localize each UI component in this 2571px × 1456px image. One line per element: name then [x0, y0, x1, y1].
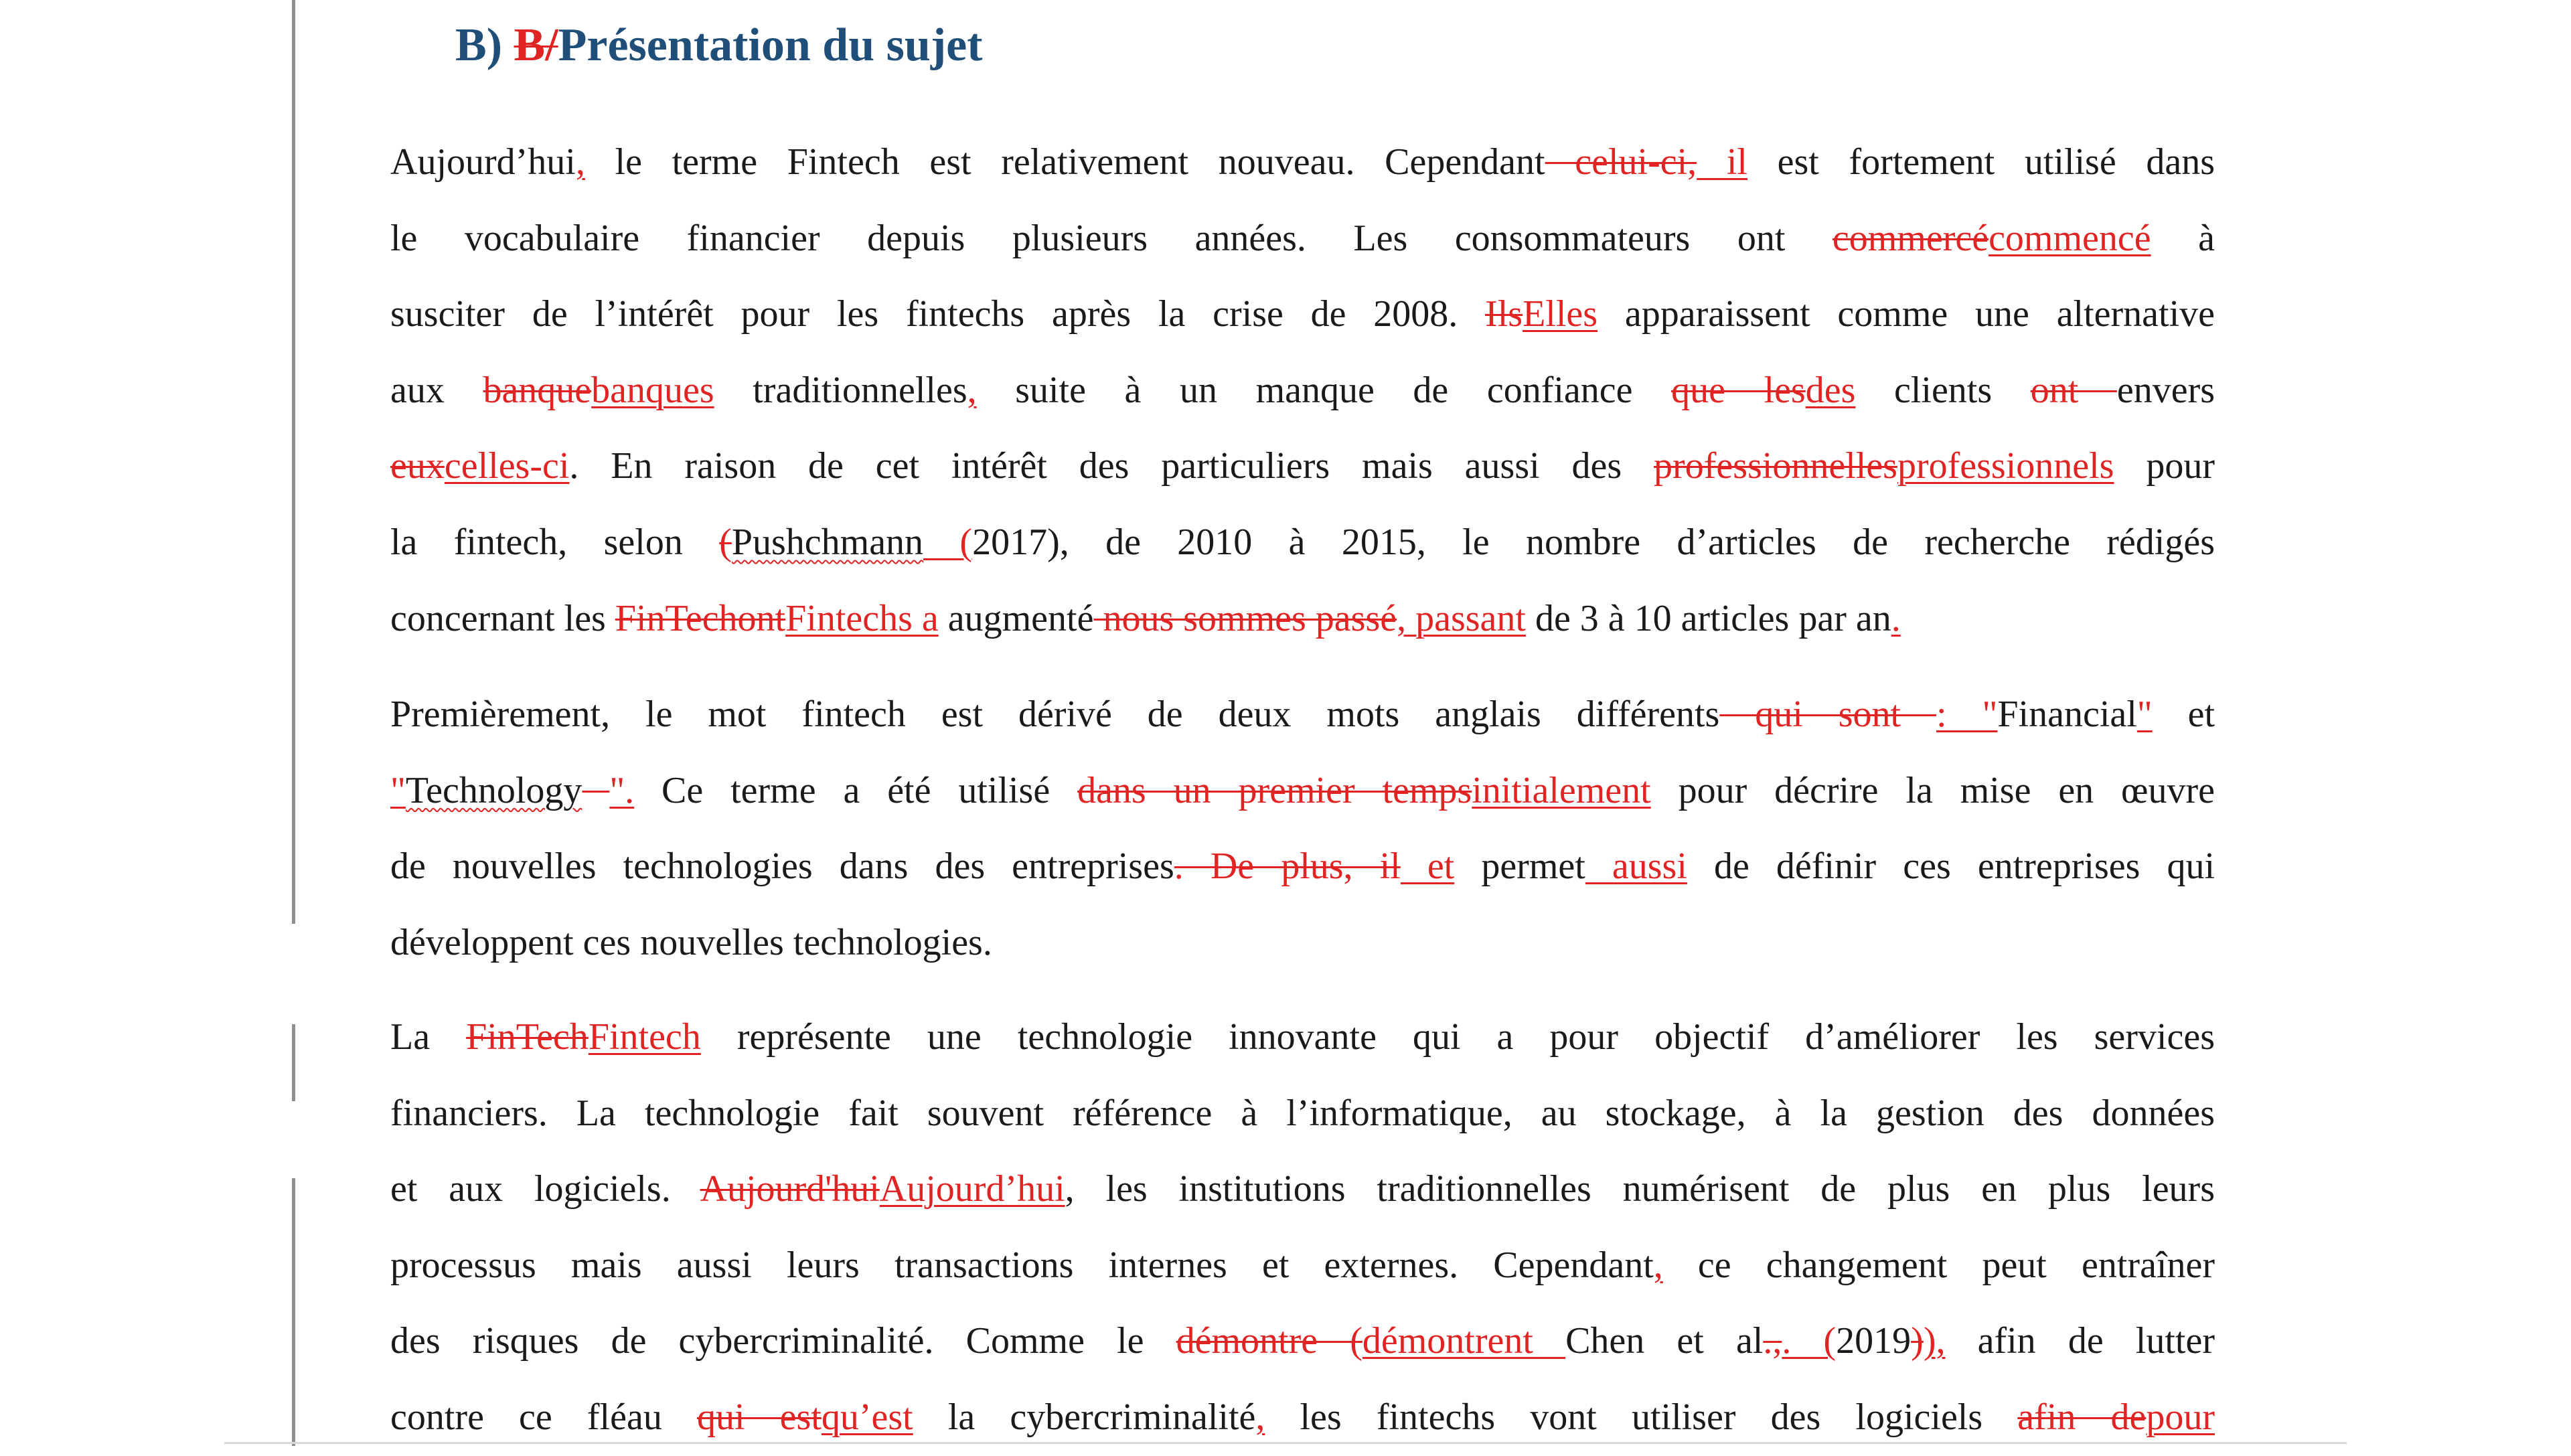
tracked-deletion[interactable]: Ils [1485, 293, 1523, 335]
change-bar [292, 1178, 295, 1446]
tracked-insertion[interactable]: , passant [1397, 597, 1526, 639]
tracked-insertion[interactable]: " [2136, 694, 2153, 735]
tracked-insertion[interactable]: Elles [1523, 293, 1598, 335]
tracked-insertion[interactable]: , [575, 141, 585, 183]
section-heading: B) B/Présentation du sujet [455, 19, 983, 71]
paragraph-1 [390, 125, 2215, 657]
tracked-deletion[interactable]: FinTech [466, 1016, 589, 1058]
tracked-insertion[interactable]: ". [609, 769, 635, 811]
text-line: susciter de l’intérêt pour les fintechs après la crise de 2008. IlsElles apparaissent comme une alternative [390, 293, 2215, 335]
tracked-insertion[interactable]: . [1891, 597, 1901, 639]
text-line: processus mais aussi leurs transactions internes et externes. Cependant, ce changement peut entraîner [390, 1244, 2215, 1286]
tracked-insertion[interactable]: . ( [1782, 1320, 1837, 1362]
tracked-deletion[interactable]: eux [390, 445, 445, 487]
paragraph-2 [390, 677, 2215, 981]
text-line: "Technology ". Ce terme a été utilisé dans un premier tempsinitialement pour décrire la mise en œuvre [390, 769, 2215, 811]
spelling-flag[interactable]: Technology [405, 769, 582, 811]
tracked-insertion[interactable]: il [1697, 141, 1747, 183]
tracked-deletion[interactable] [582, 770, 609, 811]
spelling-flag[interactable]: Pushchmann [731, 521, 924, 563]
tracked-insertion[interactable]: démontrent [1362, 1320, 1566, 1362]
tracked-insertion[interactable]: ( [923, 521, 973, 563]
heading-title: Présentation du sujet [558, 19, 983, 71]
tracked-deletion[interactable]: dans un premier temps [1077, 769, 1472, 811]
tracked-insertion[interactable]: " [390, 769, 406, 811]
tracked-insertion[interactable]: Fintech [588, 1016, 701, 1058]
tracked-deletion[interactable]: Aujourd'hui [700, 1168, 880, 1210]
text-line: concernant les FinTechontFintechs a augmenté nous sommes passé, passant de 3 à 10 articles par an. [390, 597, 1901, 639]
tracked-deletion[interactable]: professionnelles [1654, 445, 1897, 487]
tracked-insertion[interactable]: Aujourd’hui [879, 1168, 1065, 1210]
tracked-deletion[interactable]: ., [1763, 1320, 1782, 1362]
tracked-deletion[interactable]: ( [719, 521, 732, 563]
tracked-deletion[interactable]: . De plus, il [1174, 845, 1401, 888]
tracked-insertion[interactable]: et [1400, 845, 1455, 888]
change-bar [292, 0, 295, 924]
tracked-insertion[interactable]: pour [2146, 1396, 2215, 1438]
text-line: de nouvelles technologies dans des entreprises. De plus, il et permet aussi de définir ces entreprises qui [390, 845, 2215, 888]
tracked-deletion[interactable]: ont [2030, 369, 2117, 411]
tracked-insertion[interactable]: qu’est [821, 1396, 913, 1438]
text-line: la fintech, selon (Pushchmann (2017), de 2010 à 2015, le nombre d’articles de recherche rédigés [390, 521, 2215, 563]
text-line: financiers. La technologie fait souvent référence à l’informatique, au stockage, à la gestion des données [390, 1092, 2215, 1134]
tracked-deletion[interactable]: nous sommes passé [1093, 597, 1397, 639]
text-line: contre ce fléau qui estqu’est la cybercriminalité, les fintechs vont utiliser des logiciels afin depour [390, 1396, 2215, 1438]
tracked-insertion[interactable]: des [1805, 369, 1856, 411]
text-line: Aujourd’hui, le terme Fintech est relativement nouveau. Cependant celui-ci, il est fortement utilisé dans [390, 141, 2215, 183]
tracked-insertion[interactable]: , [1255, 1396, 1265, 1438]
tracked-deletion[interactable]: démontre ( [1176, 1320, 1362, 1362]
tracked-deletion[interactable]: commercé [1832, 217, 1989, 259]
text-line: euxcelles-ci. En raison de cet intérêt des particuliers mais aussi des professionnellesprofessionnels pour [390, 445, 2215, 487]
tracked-deletion[interactable]: que les [1671, 369, 1806, 411]
tracked-deletion[interactable]: qui sont [1719, 694, 1937, 735]
tracked-insertion[interactable]: commencé [1989, 217, 2151, 259]
tracked-insertion[interactable]: aussi [1585, 845, 1687, 888]
tracked-insertion[interactable]: banques [591, 369, 714, 411]
tracked-deletion[interactable]: ) [1911, 1320, 1924, 1362]
tracked-deletion[interactable]: FinTechont [615, 597, 786, 639]
tracked-deletion[interactable]: qui est [696, 1396, 822, 1438]
tracked-insertion[interactable]: ), [1923, 1320, 1946, 1362]
text-line: le vocabulaire financier depuis plusieurs années. Les consommateurs ont commercécommencé à [390, 217, 2215, 259]
text-line: des risques de cybercriminalité. Comme le démontre (démontrent Chen et al.,. (2019)), afin de lutter [390, 1320, 2215, 1362]
change-bar [292, 1024, 295, 1101]
tracked-insertion[interactable]: , [967, 369, 977, 411]
tracked-insertion[interactable]: initialement [1472, 769, 1651, 811]
tracked-deletion[interactable]: banque [483, 369, 592, 411]
page-divider [224, 1442, 2347, 1444]
paragraph-3 [390, 999, 2215, 1456]
tracked-insertion[interactable]: celles-ci [444, 445, 570, 487]
tracked-deletion[interactable]: B/ [514, 19, 558, 71]
text-line: Premièrement, le mot fintech est dérivé de deux mots anglais différents qui sont : "Financial" et [390, 694, 2215, 735]
tracked-insertion[interactable]: , [1653, 1244, 1663, 1286]
text-line: et aux logiciels. Aujourd'huiAujourd’hui, les institutions traditionnelles numérisent de plus en plus leurs [390, 1168, 2215, 1210]
tracked-deletion[interactable]: afin de [2017, 1396, 2147, 1438]
text-line: La FinTechFintech représente une technologie innovante qui a pour objectif d’améliorer les services [390, 1016, 2215, 1058]
tracked-insertion[interactable]: professionnels [1897, 445, 2114, 487]
text-line: développent ces nouvelles technologies. [390, 921, 992, 963]
text-line: aux banquebanques traditionnelles, suite à un manque de confiance que lesdes clients ont envers [390, 369, 2215, 411]
tracked-insertion[interactable]: : " [1936, 694, 1998, 735]
tracked-insertion[interactable]: Fintechs a [785, 597, 939, 639]
tracked-deletion[interactable]: celui-ci, [1545, 141, 1697, 183]
